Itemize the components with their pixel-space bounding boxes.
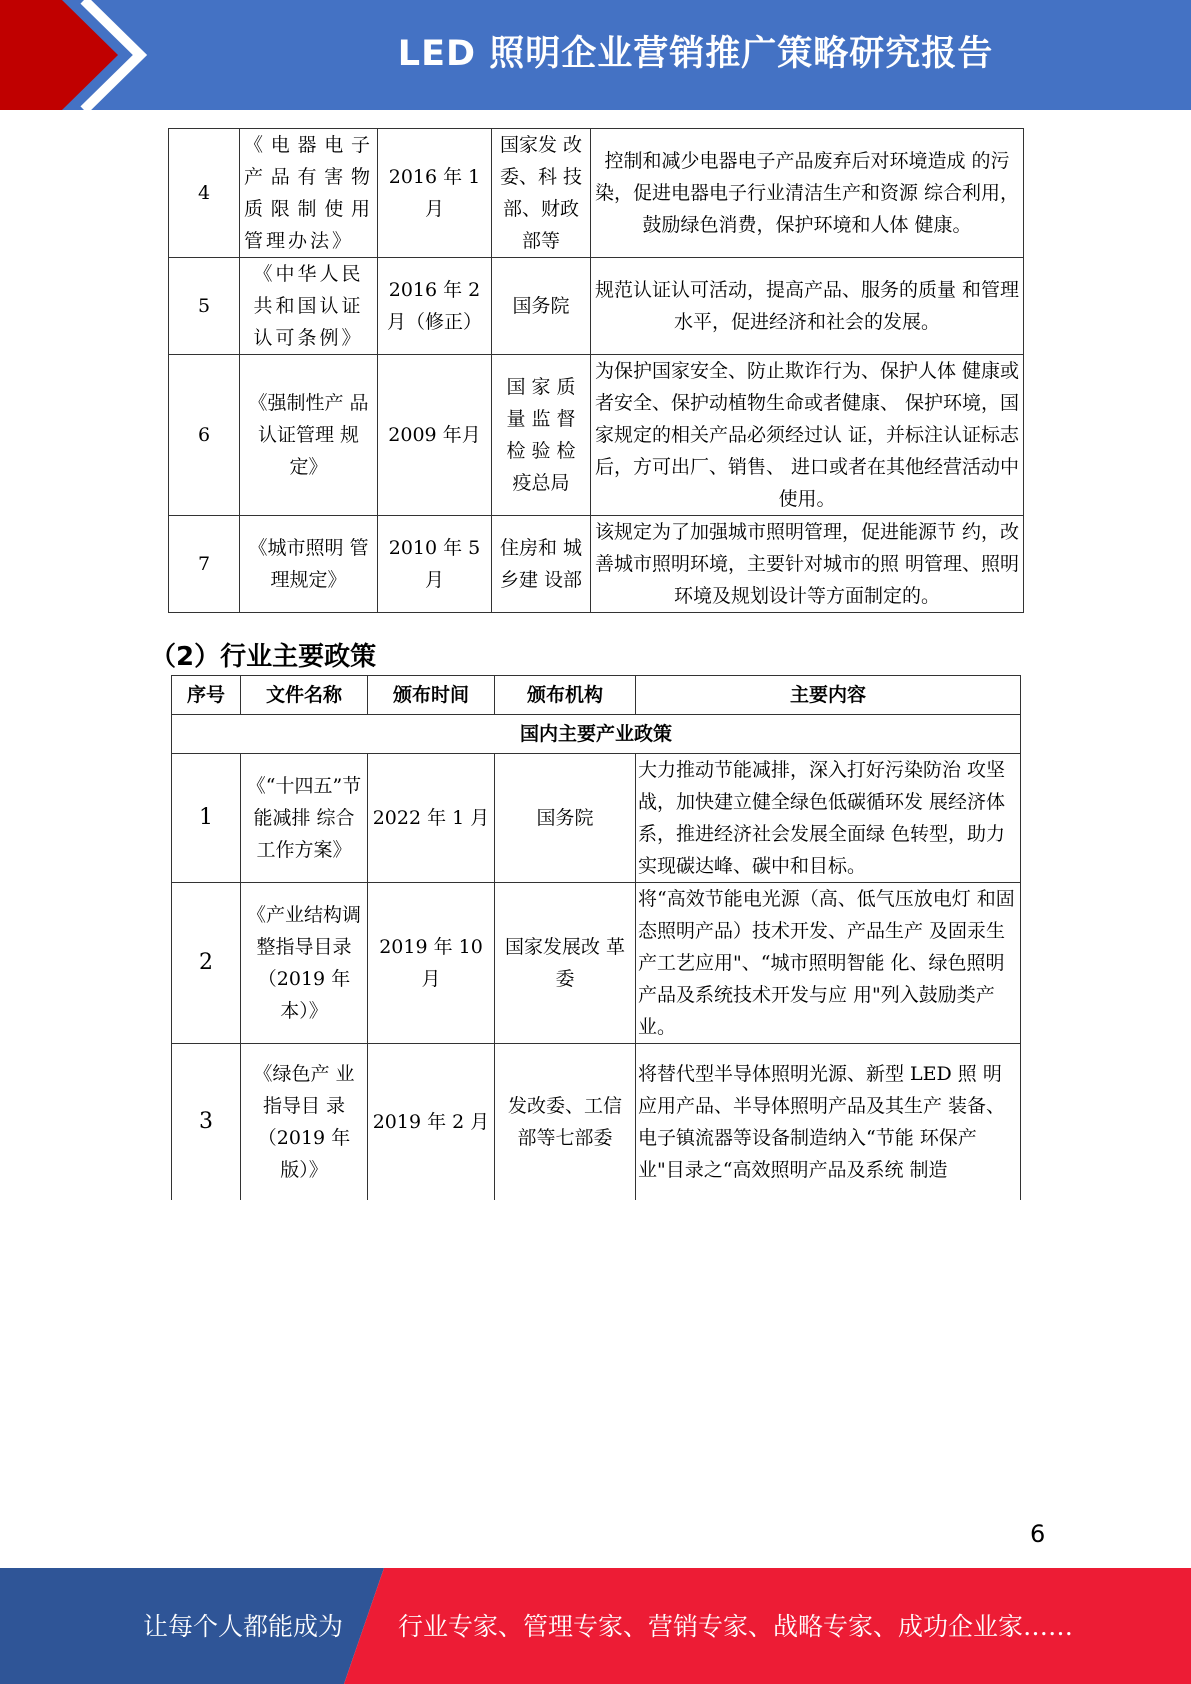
issue-date: 2010 年 5 月 [378,516,492,613]
section-row [172,715,1021,754]
issuing-agency: 国家发展改 革委 [495,883,636,1044]
table-row [172,1044,1021,1200]
row-number: 2 [172,883,241,1044]
table-row [169,516,1024,613]
table-row [169,129,1024,258]
header-date: 颁布时间 [368,676,495,715]
main-content: 规范认证认可活动，提高产品、服务的质量 和管理水平，促进经济和社会的发展。 [591,258,1024,355]
issuing-agency: 国 家 质 量 监 督 检 验 检 疫总局 [492,355,591,516]
issuing-agency: 住房和 城乡建 设部 [492,516,591,613]
issuing-agency: 国家发 改委、科 技部、财政部等 [492,129,591,258]
footer-slogan-right: 行业专家、管理专家、营销专家、战略专家、成功企业家…… [398,1612,1074,1641]
document-name: 《“十四五”节能减排 综合工作方案》 [241,754,368,883]
header-content: 主要内容 [636,676,1021,715]
regulation-table [168,128,1024,613]
issue-date: 2022 年 1 月 [368,754,495,883]
row-number: 3 [172,1044,241,1200]
document-name: 《产业结构调整指导目录（2019 年本）》 [241,883,368,1044]
table-row [169,258,1024,355]
table-row [172,754,1021,883]
issue-date: 2009 年月 [378,355,492,516]
table-row [172,883,1021,1044]
issuing-agency: 国务院 [492,258,591,355]
section-label: 国内主要产业政策 [172,715,1021,754]
table-row [169,355,1024,516]
page-number: 6 [1030,1520,1046,1548]
main-content: 该规定为了加强城市照明管理，促进能源节 约，改善城市照明环境，主要针对城市的照 明管理、照明环境及规划设计等方面制定的。 [591,516,1024,613]
main-content: 大力推动节能减排，深入打好污染防治 攻坚战，加快建立健全绿色低碳循环发 展经济体系，推进经济社会发展全面绿 色转型，助力实现碳达峰、碳中和目标。 [636,754,1021,883]
main-content: 控制和减少电器电子产品废弃后对环境造成 的污染，促进电器电子行业清洁生产和资源 综合利用，鼓励绿色消费，保护环境和人体 健康。 [591,129,1024,258]
section-heading: （2）行业主要政策 [150,642,377,672]
main-content: 将替代型半导体照明光源、新型 LED 照 明应用产品、半导体照明产品及其生产 装备、电子镇流器等设备制造纳入“节能 环保产业"目录之“高效照明产品及系统 制造 [636,1044,1021,1200]
footer-slogan-left: 让每个人都能成为 [143,1612,344,1641]
header-name: 文件名称 [241,676,368,715]
policy-table [171,675,1021,1200]
row-number: 4 [169,129,240,258]
document-name: 《电器电子产品有害物质限制使用管理办法》 [240,129,378,258]
document-name: 《城市照明 管理规定》 [240,516,378,613]
page-footer [0,1568,1191,1684]
report-title: LED 照明企业营销推广策略研究报告 [397,34,994,74]
issue-date: 2016 年 1 月 [378,129,492,258]
header-agency: 颁布机构 [495,676,636,715]
issue-date: 2019 年 10 月 [368,883,495,1044]
header-number: 序号 [172,676,241,715]
issue-date: 2016 年 2 月（修正） [378,258,492,355]
issuing-agency: 国务院 [495,754,636,883]
main-content: 为保护国家安全、防止欺诈行为、保护人体 健康或者安全、保护动植物生命或者健康、 保护环境，国家规定的相关产品必须经过认 证，并标注认证标志后，方可出厂、销售、 进口或者在其他经营活动中使用。 [591,355,1024,516]
row-number: 5 [169,258,240,355]
page-header [0,0,1191,110]
main-content: 将“高效节能电光源（高、低气压放电灯 和固态照明产品）技术开发、产品生产 及固汞生产工艺应用"、“城市照明智能 化、绿色照明产品及系统技术开发与应 用"列入鼓励类产业。 [636,883,1021,1044]
document-name: 《强制性产 品认证管理 规定》 [240,355,378,516]
issuing-agency: 发改委、工信部等七部委 [495,1044,636,1200]
document-name: 《绿色产 业指导目 录（2019 年版）》 [241,1044,368,1200]
issue-date: 2019 年 2 月 [368,1044,495,1200]
row-number: 6 [169,355,240,516]
document-name: 《中华人民共和国认证认可条例》 [240,258,378,355]
table-header-row [172,676,1021,715]
header-chevron-graphic [0,0,150,110]
row-number: 1 [172,754,241,883]
row-number: 7 [169,516,240,613]
